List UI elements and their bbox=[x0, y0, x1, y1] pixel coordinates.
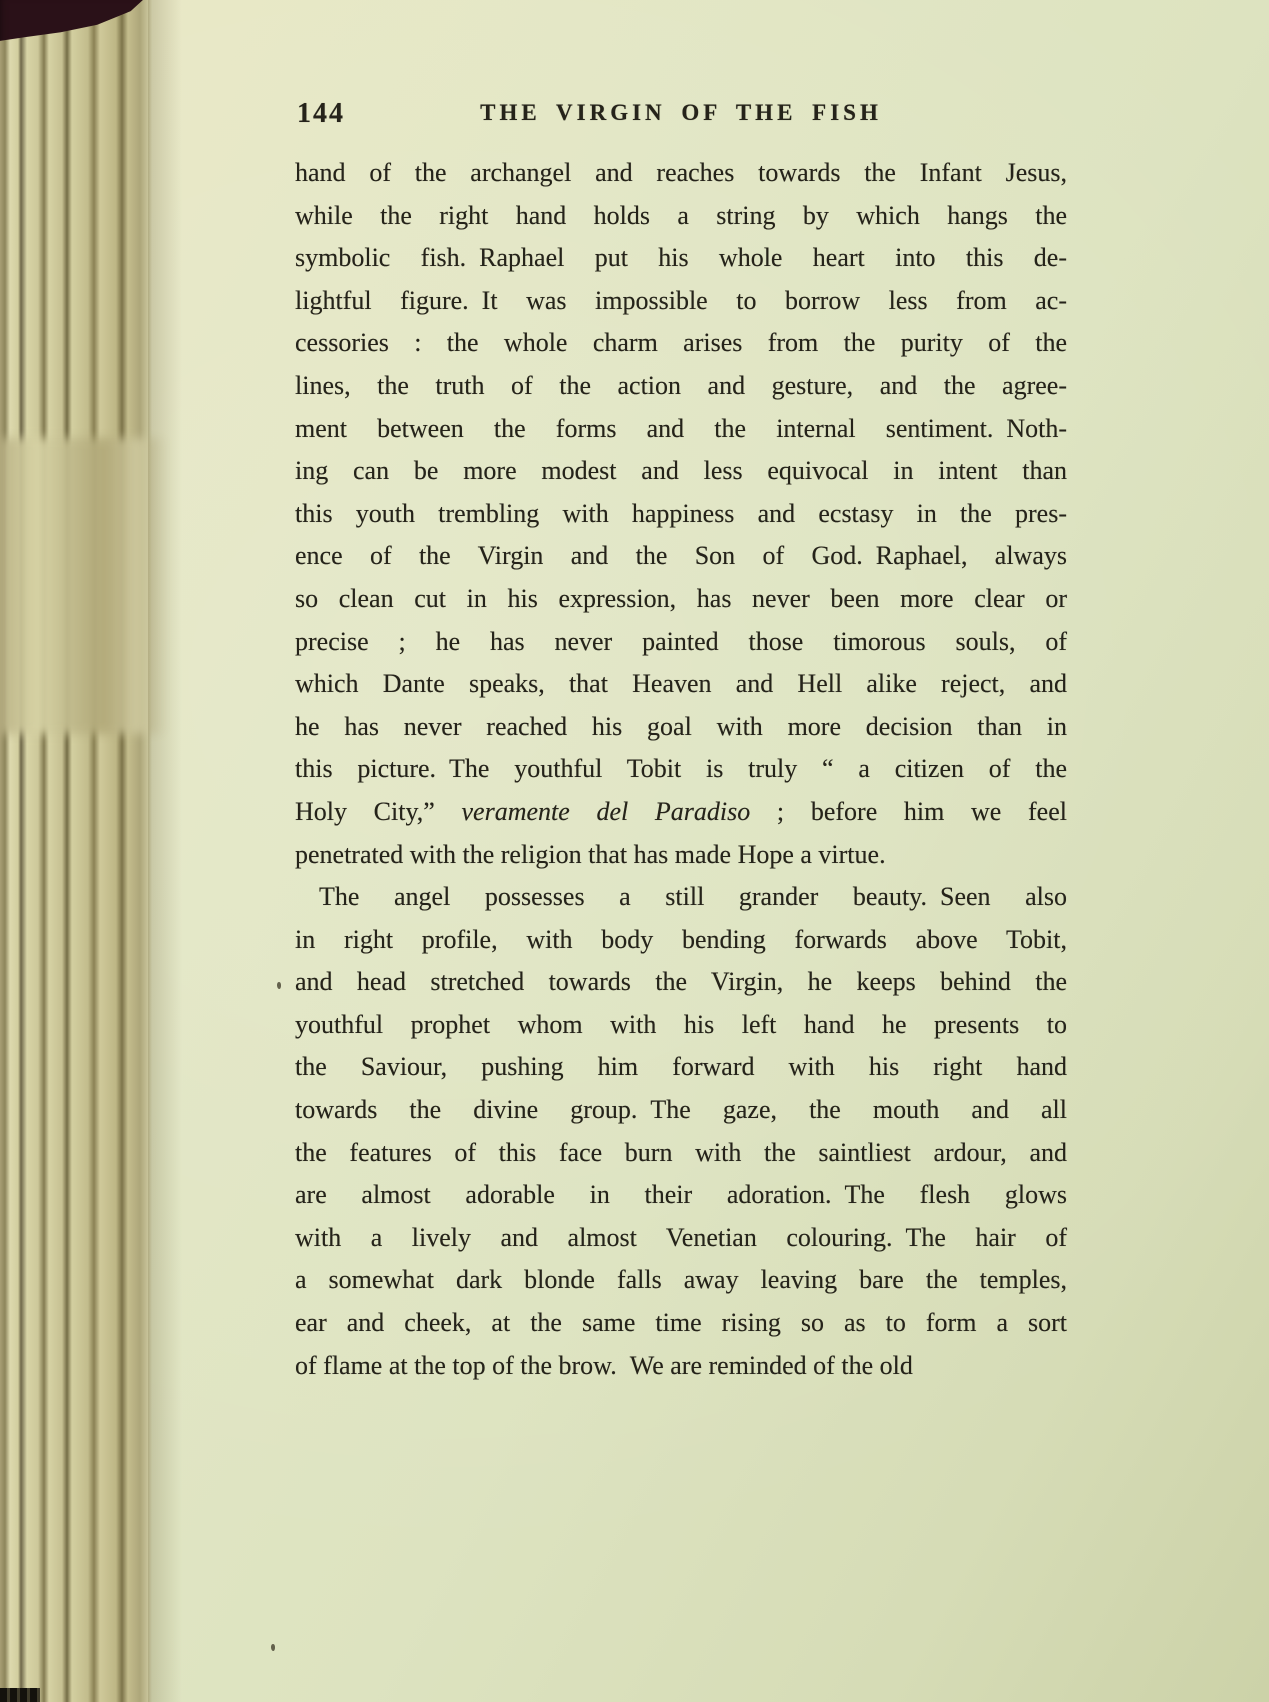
gutter-shadow bbox=[148, 0, 182, 1702]
text-line: youthful prophet whom with his left hand he presents to bbox=[295, 1009, 1067, 1039]
text-line: ment between the forms and the internal sentiment. Noth- bbox=[295, 413, 1067, 443]
text-line: ence of the Virgin and the Son of God. Raphael, always bbox=[295, 541, 1067, 571]
text-body bbox=[295, 152, 1067, 1387]
italic-phrase: veramente del Paradiso bbox=[461, 796, 751, 826]
paragraph bbox=[295, 152, 1067, 876]
page-header bbox=[295, 96, 1067, 132]
text-line: he has never reached his goal with more decision than in bbox=[295, 711, 1067, 741]
ink-speck bbox=[277, 982, 281, 989]
page-content bbox=[295, 96, 1067, 1387]
text-line: The angel possesses a still grander beauty. Seen also bbox=[319, 882, 1067, 912]
text-line: ing can be more modest and less equivocal in intent than bbox=[295, 456, 1067, 486]
text-line: this picture. The youthful Tobit is truly “ a citizen of the bbox=[295, 754, 1067, 784]
running-header-title: THE VIRGIN OF THE FISH bbox=[480, 100, 882, 125]
text-line: the Saviour, pushing him forward with his right hand bbox=[295, 1052, 1067, 1082]
text-line: cessories : the whole charm arises from the purity of the bbox=[295, 328, 1067, 358]
text-line: and head stretched towards the Virgin, he keeps behind the bbox=[295, 967, 1067, 997]
text-line: ear and cheek, at the same time rising so as to form a sort bbox=[295, 1308, 1067, 1338]
text-line: lightful figure. It was impossible to borrow less from ac- bbox=[295, 285, 1067, 315]
text-line: so clean cut in his expression, has never been more clear or bbox=[295, 583, 1067, 613]
text-line: lines, the truth of the action and gesture, and the agree- bbox=[295, 370, 1067, 400]
text-line: with a lively and almost Venetian colouring. The hair of bbox=[295, 1222, 1067, 1252]
text-line: of flame at the top of the brow. We are reminded of the old bbox=[295, 1350, 913, 1380]
text-line: in right profile, with body bending forwards above Tobit, bbox=[295, 924, 1067, 954]
page-edges-stack bbox=[0, 0, 152, 1702]
page-number: 144 bbox=[297, 98, 345, 129]
page-edges-blur-smear bbox=[0, 438, 168, 734]
text-line: are almost adorable in their adoration. The flesh glows bbox=[295, 1180, 1067, 1210]
text-line: while the right hand holds a string by which hangs the bbox=[295, 200, 1067, 230]
text-line: precise ; he has never painted those timorous souls, of bbox=[295, 626, 1067, 656]
text-line: Holy City,” veramente del Paradiso ; before him we feel bbox=[295, 796, 1067, 826]
text-line: a somewhat dark blonde falls away leaving bare the temples, bbox=[295, 1265, 1067, 1295]
ink-speck bbox=[271, 1644, 275, 1651]
text-line: towards the divine group. The gaze, the mouth and all bbox=[295, 1095, 1067, 1125]
text-line: which Dante speaks, that Heaven and Hell alike reject, and bbox=[295, 669, 1067, 699]
text-line: penetrated with the religion that has made Hope a virtue. bbox=[295, 839, 886, 869]
book-cover-bottom-sliver bbox=[0, 1688, 40, 1702]
text-line: symbolic fish. Raphael put his whole heart into this de- bbox=[295, 243, 1067, 273]
text-line: this youth trembling with happiness and ecstasy in the pres- bbox=[295, 498, 1067, 528]
text-line: hand of the archangel and reaches towards the Infant Jesus, bbox=[295, 158, 1067, 187]
paragraph bbox=[295, 876, 1067, 1387]
text-line: the features of this face burn with the saintliest ardour, and bbox=[295, 1137, 1067, 1167]
